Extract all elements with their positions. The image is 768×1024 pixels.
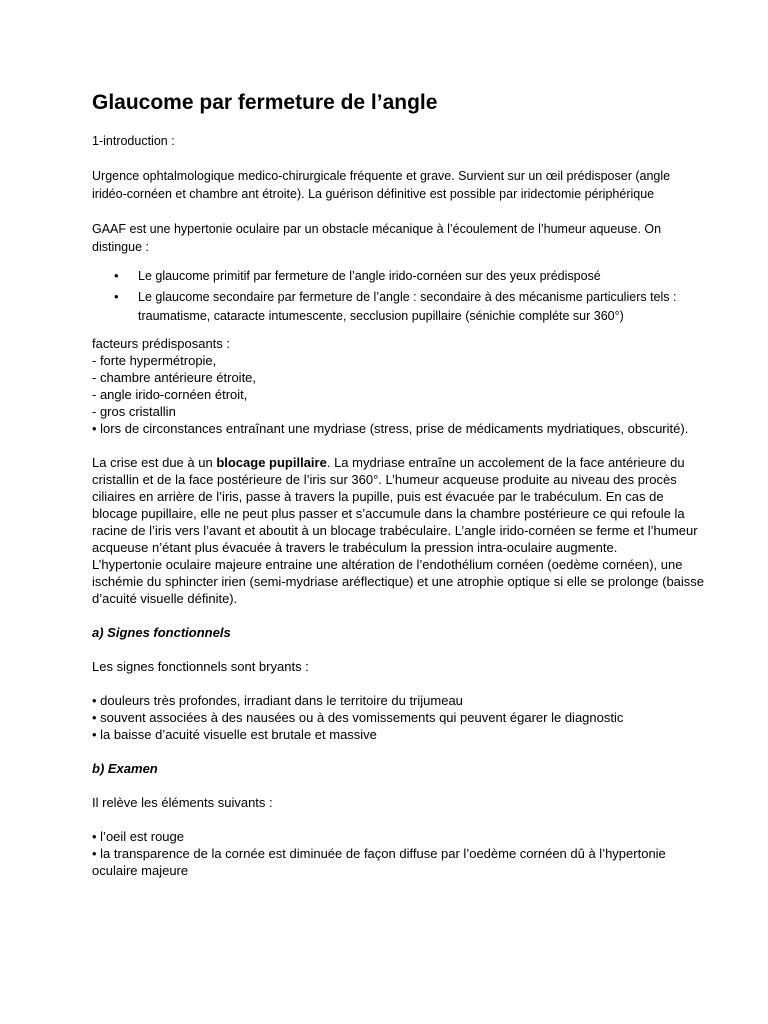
list-item: • la baisse d’acuité visuelle est brutale et massive bbox=[92, 727, 377, 742]
list-item: • la transparence de la cornée est diminuée de façon diffuse par l’oedème cornéen dû à l’hypertonie oculaire majeure bbox=[92, 846, 666, 878]
list-item: • l’oeil est rouge bbox=[92, 829, 184, 844]
crise-paragraph bbox=[92, 454, 708, 556]
facteur-item: - angle irido-cornéen étroit, bbox=[92, 387, 248, 402]
facteurs-block bbox=[92, 335, 708, 437]
section-b-intro: Il relève les éléments suivants : bbox=[92, 795, 273, 810]
list-item-text: Le glaucome primitif par fermeture de l’angle irido-cornéen sur des yeux prédisposé bbox=[138, 268, 601, 283]
crise-text: La crise est due à un bbox=[92, 455, 217, 470]
list-item-text: Le glaucome secondaire par fermeture de l’angle : secondaire à des mécanisme particuliers tels : traumatisme, cataracte intumescente, secclusion pupillaire (sénichie compléte sur 360°) bbox=[138, 290, 677, 323]
facteur-item: • lors de circonstances entraînant une mydriase (stress, prise de médicaments mydriatiques, obscurité). bbox=[92, 421, 689, 436]
list-item bbox=[114, 288, 708, 325]
intro-label: 1-introduction : bbox=[92, 134, 175, 148]
list-item bbox=[114, 267, 708, 286]
crise-text-continued: . La mydriase entraîne un accolement de la face antérieure du cristallin et de la face postérieure de l’iris sur 360°. L’humeur acqueuse produite au niveau des procès ciliaires en arrière de l’iris, passe à travers la pupille, puis est évacuée par le trabéculum. En cas de blocage pupillaire, elle ne peut plus passer et s’accumule dans la chambre postérieure ce qui refoule la racine de l’iris vers l’avant et aboutit à un blocage trabéculaire. L’angle irido-cornéen se ferme et l’humeur acqueuse n’étant plus évacuée à travers le trabéculum la pression intra-oculaire augmente. bbox=[92, 455, 698, 555]
section-a-heading: a) Signes fonctionnels bbox=[92, 625, 231, 640]
list-item: • douleurs très profondes, irradiant dans le territoire du trijumeau bbox=[92, 693, 463, 708]
section-a-intro: Les signes fonctionnels sont bryants : bbox=[92, 659, 309, 674]
gaaf-paragraph: GAAF est une hypertonie oculaire par un obstacle mécanique à l’écoulement de l’humeur aqueuse. On distingue : bbox=[92, 221, 662, 254]
document-title: Glaucome par fermeture de l’angle bbox=[92, 91, 438, 114]
facteur-item: - chambre antérieure étroite, bbox=[92, 370, 257, 385]
list-item: • souvent associées à des nausées ou à des vomissements qui peuvent égarer le diagnostic bbox=[92, 710, 624, 725]
facteur-item: - forte hypermétropie, bbox=[92, 353, 217, 368]
hypertonie-paragraph: L’hypertonie oculaire majeure entraine une altération de l’endothélium cornéen (oedème cornéen), une ischémie du sphincter irien (semi-mydriase aréflectique) et une atrophie optique si elle se prolonge (baisse d’acuité visuelle définite). bbox=[92, 557, 705, 606]
bullet-icon: • bbox=[114, 267, 119, 283]
bullet-icon: • bbox=[114, 289, 119, 304]
section-a-list bbox=[92, 692, 708, 743]
glaucome-types-list bbox=[114, 267, 708, 326]
facteur-item: - gros cristallin bbox=[92, 404, 176, 419]
urgence-paragraph: Urgence ophtalmologique medico-chirurgicale fréquente et grave. Survient sur un œil prédisposer (angle iridéo-cornéen et chambre ant étroite). La guérison définitive est possible par iridectomie périphérique bbox=[92, 168, 671, 201]
crise-block bbox=[92, 454, 708, 607]
section-b-heading: b) Examen bbox=[92, 761, 158, 776]
facteurs-heading: facteurs prédisposants : bbox=[92, 336, 231, 351]
blocage-pupillaire-emphasis: blocage pupillaire bbox=[216, 455, 327, 470]
section-b-list bbox=[92, 828, 708, 879]
